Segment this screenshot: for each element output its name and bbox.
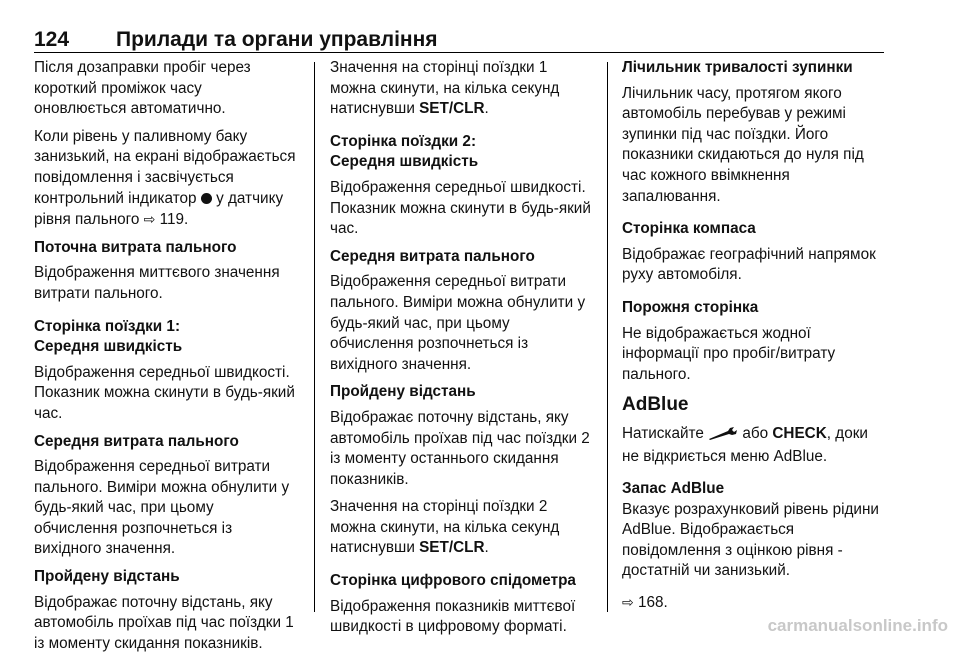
- page-title: Прилади та органи управління: [116, 28, 438, 51]
- paragraph: Відображення середньої швидкості. Показник можна скинути в будь-який час.: [330, 178, 591, 238]
- page-header: [34, 28, 884, 53]
- paragraph: Вказує розрахунковий рівень рідини AdBlue. Відображається повідомлення з оцінкою рівня - достатній чи занизький.: [622, 500, 879, 580]
- paragraph: Відображення середньої швидкості. Показник можна скинути в будь-який час.: [34, 363, 295, 422]
- section-heading: Сторінка компаса: [622, 220, 756, 238]
- text: у датчику рівня пального: [34, 189, 284, 229]
- section-heading: Сторінка поїздки 1:: [34, 317, 181, 335]
- text: Коли рівень у паливному баку занизький, на екрані відображається повідомлення і засвічується контрольний індикатор: [34, 127, 296, 207]
- text: Значення на сторінці поїздки 2 можна скинути, на кілька секунд натиснувши: [330, 498, 560, 557]
- key-label: SET/CLR: [419, 100, 485, 118]
- paragraph: Значення на сторінці поїздки 2 можна скинути, на кілька секунд натиснувши SET/CLR.: [330, 498, 560, 557]
- text: або: [742, 424, 769, 442]
- wrench-icon: [708, 426, 738, 447]
- key-label: SET/CLR: [419, 539, 485, 557]
- paragraph: Значення на сторінці поїздки 1 можна скинути, на кілька секунд натиснувши SET/CLR.: [330, 59, 560, 118]
- column-divider: [314, 62, 315, 612]
- section-heading: Порожня сторінка: [622, 298, 759, 316]
- text: Натискайте: [622, 424, 704, 442]
- paragraph: Відображення показників миттєвої швидкості в цифровому форматі.: [330, 597, 576, 636]
- section-heading: Пройдену відстань: [330, 383, 476, 401]
- column-divider: [607, 62, 608, 612]
- paragraph: [622, 424, 884, 467]
- page-reference: 168.: [637, 594, 668, 612]
- chapter-heading: AdBlue: [622, 394, 689, 416]
- column-1: [34, 58, 296, 661]
- key-label: CHECK: [772, 424, 827, 442]
- paragraph: Відображення середньої витрати пального. Виміри можна обнулити у будь-який час, при цьому обчислення розпочнеться із вихідного значення.: [330, 273, 586, 373]
- watermark: carmanualsonline.info: [767, 616, 948, 635]
- paragraph: Відображення миттєвого значення витрати пального.: [34, 264, 280, 302]
- text: Значення на сторінці поїздки 1 можна скинути, на кілька секунд натиснувши: [330, 59, 560, 118]
- paragraph: Відображає поточну відстань, яку автомобіль проїхав під час поїздки 2 із моменту останнього скидання показників.: [330, 408, 590, 488]
- paragraph: Відображає географічний напрямок руху автомобіля.: [622, 245, 876, 284]
- column-3: [622, 58, 884, 621]
- section-heading: Середня швидкість: [330, 153, 479, 171]
- section-heading: Поточна витрата пального: [34, 238, 237, 256]
- section-heading: Лічильник тривалості зупинки: [622, 59, 853, 76]
- page-reference: 119.: [159, 211, 189, 229]
- page-number: 124: [34, 28, 70, 51]
- paragraph: [622, 592, 884, 614]
- paragraph: Після дозаправки пробіг через короткий проміжок часу оновлюється автоматично.: [34, 59, 251, 118]
- paragraph: Лічильник часу, протягом якого автомобіль перебував у режимі зупинки під час поїздки. Його показники скидаються до нуля під час кожного ввімкнення запалювання.: [622, 84, 864, 205]
- page-reference-icon: ⇨: [622, 594, 634, 611]
- section-heading: Запас AdBlue: [622, 480, 725, 498]
- column-2: [330, 58, 592, 645]
- text: , доки не відкриється меню AdBlue.: [622, 424, 868, 465]
- section-heading: Середня витрата пального: [34, 432, 239, 450]
- section-heading: Середня витрата пального: [330, 247, 535, 265]
- paragraph: [34, 127, 296, 231]
- section-heading: Середня швидкість: [34, 338, 183, 356]
- section-heading: Пройдену відстань: [34, 568, 180, 586]
- warning-indicator-icon: [201, 193, 212, 204]
- section-heading: Сторінка поїздки 2:: [330, 132, 477, 150]
- paragraph: Не відображається жодної інформації про пробіг/витрату пального.: [622, 324, 836, 383]
- section-heading: Сторінка цифрового спідометра: [330, 572, 576, 590]
- paragraph: Відображає поточну відстань, яку автомобіль проїхав під час поїздки 1 із моменту скидання показників.: [34, 593, 294, 652]
- page-reference-icon: ⇨: [143, 211, 156, 228]
- paragraph: Відображення середньої витрати пального. Виміри можна обнулити у будь-який час, при цьому обчислення розпочнеться із вихідного значення.: [34, 458, 290, 558]
